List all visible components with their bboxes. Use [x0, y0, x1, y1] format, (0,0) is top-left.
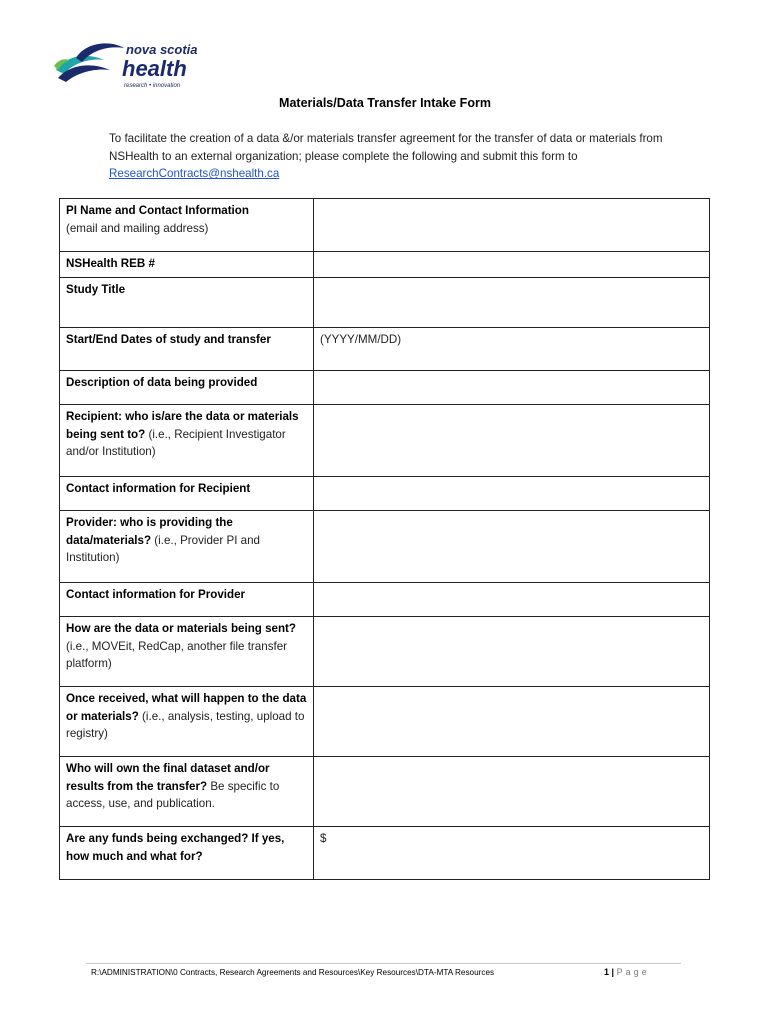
answer-field[interactable] — [314, 617, 710, 687]
logo-line1: nova scotia — [126, 42, 198, 57]
form-row — [60, 617, 710, 687]
question-cell — [60, 477, 314, 511]
answer-field[interactable] — [314, 583, 710, 617]
footer-divider — [86, 963, 681, 964]
footer-file-path: R:\ADMINISTRATION\0 Contracts, Research Agreements and Resources\Key Resources\DTA-MTA Resources — [91, 968, 495, 977]
form-row — [60, 583, 710, 617]
question-label: How are the data or materials being sent? — [66, 622, 297, 635]
form-row — [60, 827, 710, 880]
nova-scotia-health-logo — [52, 36, 202, 94]
question-cell — [60, 617, 314, 687]
answer-field[interactable] — [314, 371, 710, 405]
answer-field[interactable] — [314, 511, 710, 583]
form-row — [60, 252, 710, 278]
form-row — [60, 278, 710, 328]
footer-page-number — [604, 967, 650, 977]
contracts-email-link[interactable]: ResearchContracts@nshealth.ca — [109, 167, 280, 181]
answer-field[interactable]: $ — [314, 827, 710, 880]
form-row — [60, 328, 710, 371]
question-label: Who will own the final dataset and/or results from the transfer? — [66, 762, 270, 793]
question-cell — [60, 511, 314, 583]
page-separator: | — [611, 967, 615, 977]
question-label: Recipient: who is/are the data or materials being sent to? — [66, 410, 299, 441]
question-label: NSHealth REB # — [66, 257, 155, 270]
question-hint: (i.e., Provider PI and Institution) — [66, 533, 260, 564]
answer-field[interactable] — [314, 757, 710, 827]
intro-paragraph — [109, 130, 689, 183]
question-hint: (i.e., analysis, testing, upload to registry) — [66, 709, 305, 740]
page-label: Page — [616, 967, 650, 977]
answer-field[interactable] — [314, 405, 710, 477]
logo-tagline: research • innovation — [124, 83, 181, 89]
form-row — [60, 477, 710, 511]
question-hint: Be specific to access, use, and publication. — [66, 779, 280, 810]
question-label: Once received, what will happen to the data or materials? — [66, 692, 307, 723]
answer-field[interactable] — [314, 252, 710, 278]
form-row — [60, 405, 710, 477]
form-row — [60, 199, 710, 252]
question-cell — [60, 757, 314, 827]
page-number: 1 — [604, 967, 610, 977]
question-cell — [60, 199, 314, 252]
question-label: Description of data being provided — [66, 376, 258, 389]
question-cell — [60, 252, 314, 278]
question-cell — [60, 583, 314, 617]
question-label: Start/End Dates of study and transfer — [66, 333, 271, 346]
form-row — [60, 757, 710, 827]
form-row — [60, 371, 710, 405]
question-label: Are any funds being exchanged? If yes, how much and what for? — [66, 832, 285, 863]
question-cell — [60, 687, 314, 757]
question-cell — [60, 278, 314, 328]
question-hint: (i.e., MOVEit, RedCap, another file transfer platform) — [66, 639, 288, 670]
answer-field[interactable] — [314, 687, 710, 757]
intro-text: To facilitate the creation of a data &/or materials transfer agreement for the transfer of data or materials from NSHealth to an external organization; please complete the following and submit this form to — [109, 132, 663, 163]
question-cell — [60, 827, 314, 880]
logo-line2: health — [122, 56, 187, 81]
form-row — [60, 511, 710, 583]
question-label: Study Title — [66, 283, 126, 296]
form-title: Materials/Data Transfer Intake Form — [279, 96, 491, 110]
question-hint: (i.e., Recipient Investigator and/or Institution) — [66, 427, 286, 458]
question-label: Provider: who is providing the data/materials? — [66, 516, 233, 547]
question-cell — [60, 371, 314, 405]
question-hint: (email and mailing address) — [66, 221, 209, 235]
answer-field[interactable] — [314, 278, 710, 328]
question-label: PI Name and Contact Information — [66, 204, 249, 217]
answer-field[interactable] — [314, 477, 710, 511]
intake-form-table — [59, 198, 710, 880]
question-cell — [60, 405, 314, 477]
form-row — [60, 687, 710, 757]
question-cell — [60, 328, 314, 371]
question-label: Contact information for Recipient — [66, 482, 251, 495]
question-label: Contact information for Provider — [66, 588, 246, 601]
answer-field[interactable]: (YYYY/MM/DD) — [314, 328, 710, 371]
answer-field[interactable] — [314, 199, 710, 252]
